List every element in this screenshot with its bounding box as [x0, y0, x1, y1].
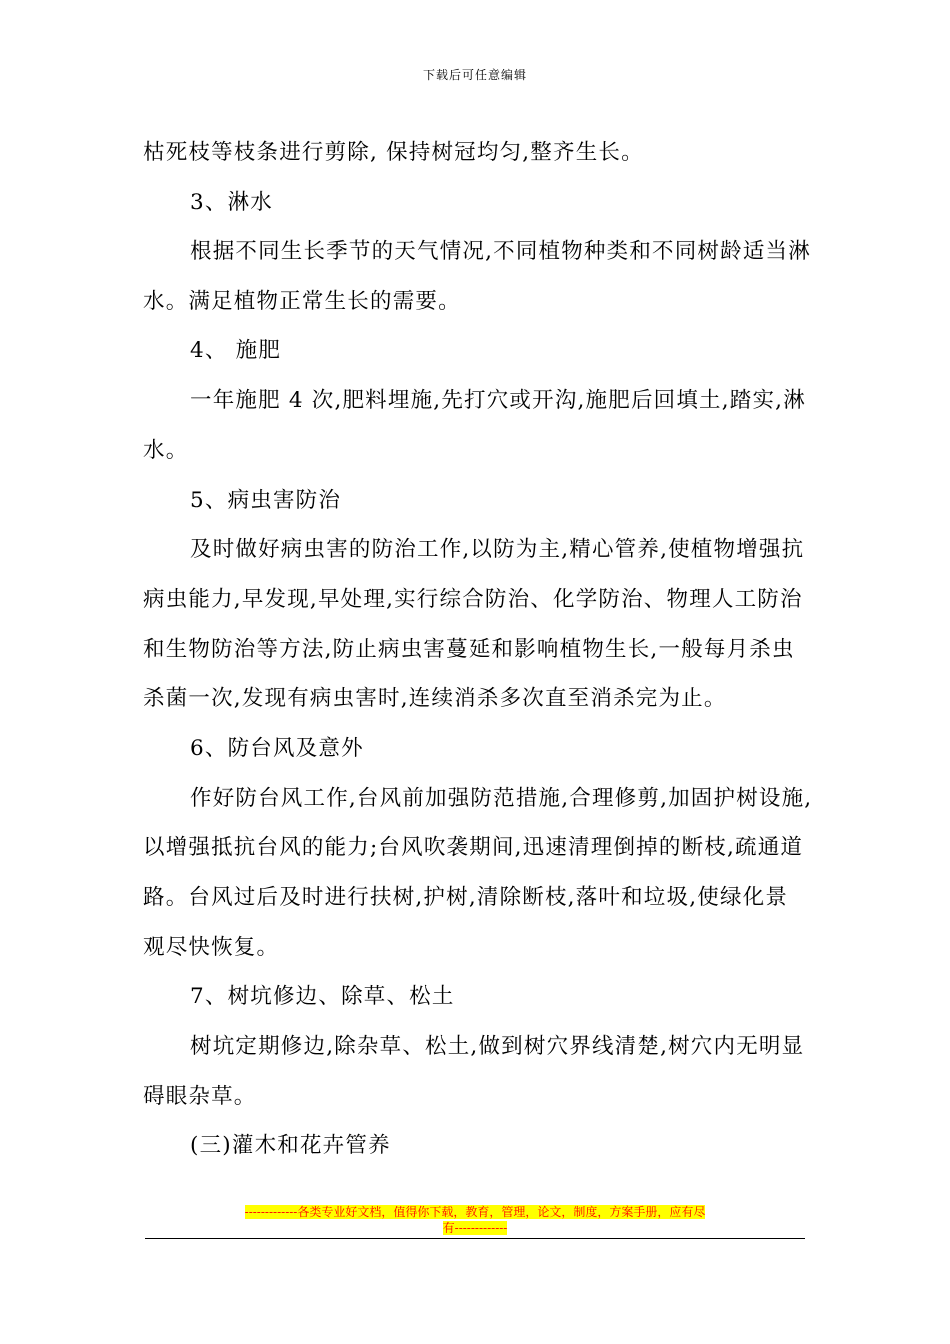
page-header: 下载后可任意编辑	[422, 68, 527, 82]
footer-banner-line1: -------------各类专业好文档，值得你下载，教育，管理，论文，制度，方案手册，应有尽	[244, 1205, 706, 1219]
paragraph-line: 病虫能力,早发现,早处理,实行综合防治、化学防治、物理人工防治	[143, 587, 803, 612]
paragraph-line: 碍眼杂草。	[143, 1084, 257, 1109]
footer-banner	[145, 1204, 805, 1236]
paragraph-line: 树坑定期修边,除杂草、松土,做到树穴界线清楚,树穴内无明显	[190, 1034, 805, 1059]
paragraph-line: 杀菌一次,发现有病虫害时,连续消杀多次直至消杀完为止。	[143, 686, 727, 711]
paragraph-line: 观尽快恢复。	[143, 935, 280, 960]
section-heading-fertilizing: 4、 施肥	[190, 338, 282, 363]
paragraph-line: 枯死枝等枝条进行剪除, 保持树冠均匀,整齐生长。	[143, 140, 644, 165]
paragraph-line: 水。满足植物正常生长的需要。	[143, 289, 461, 314]
section-heading-tree-pit: 7、树坑修边、除草、松土	[190, 984, 455, 1009]
paragraph-line: 和生物防治等方法,防止病虫害蔓延和影响植物生长,一般每月杀虫	[143, 637, 795, 662]
paragraph-line: 根据不同生长季节的天气情况,不同植物种类和不同树龄适当淋	[190, 239, 811, 264]
paragraph-line: 作好防台风工作,台风前加强防范措施,合理修剪,加固护树设施,	[190, 786, 813, 811]
section-heading-watering: 3、淋水	[190, 190, 273, 215]
section-heading-shrubs: (三)灌木和花卉管养	[190, 1133, 391, 1158]
paragraph-line: 路。台风过后及时进行扶树,护树,清除断枝,落叶和垃圾,使绿化景	[143, 885, 789, 910]
footer-banner-line2: 有-------------	[442, 1221, 508, 1235]
section-heading-typhoon: 6、防台风及意外	[190, 736, 364, 761]
paragraph-line: 以增强抵抗台风的能力;台风吹袭期间,迅速清理倒掉的断枝,疏通道	[143, 835, 804, 860]
section-heading-pest-control: 5、病虫害防治	[190, 488, 342, 513]
paragraph-line: 及时做好病虫害的防治工作,以防为主,精心管养,使植物增强抗	[190, 537, 805, 562]
paragraph-line: 一年施肥 4 次,肥料埋施,先打穴或开沟,施肥后回填土,踏实,淋	[190, 388, 806, 413]
paragraph-line: 水。	[143, 438, 189, 463]
footer-divider	[145, 1238, 805, 1239]
